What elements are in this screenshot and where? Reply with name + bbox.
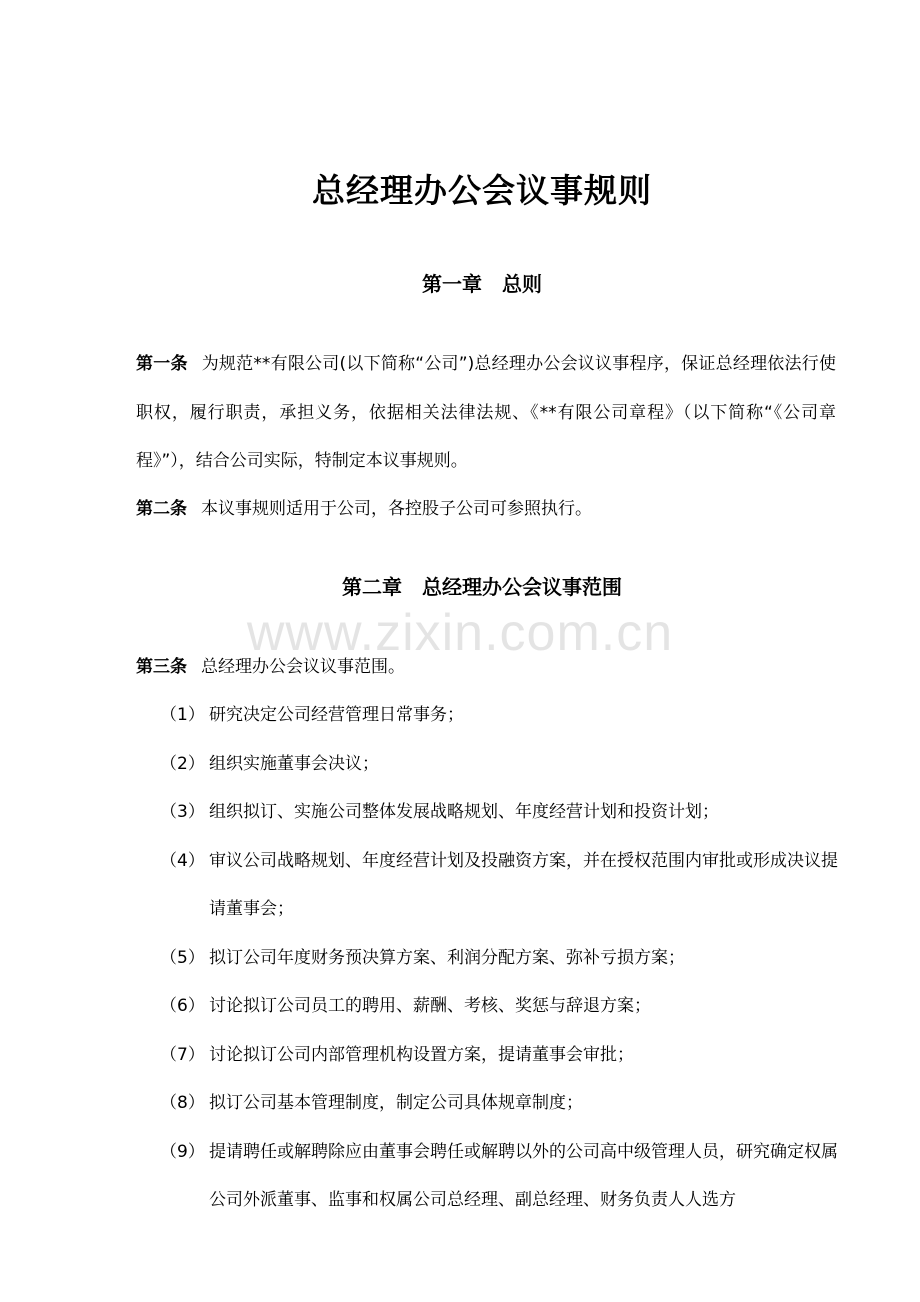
item-number: （2） bbox=[160, 753, 205, 774]
chapter-name: 总经理办公会议事范围 bbox=[422, 575, 622, 599]
item-number: （8） bbox=[160, 1093, 205, 1113]
article-paragraph bbox=[136, 643, 836, 692]
list-item bbox=[160, 837, 840, 934]
item-text: 讨论拟订公司内部管理机构设置方案，提请董事会审批； bbox=[209, 1044, 634, 1065]
document-title: 总经理办公会议事规则 bbox=[312, 171, 652, 210]
scope-item-list bbox=[160, 691, 840, 1225]
article-text: 本议事规则适用于公司，各控股子公司可参照执行。 bbox=[201, 499, 592, 519]
item-text: 拟订公司年度财务预决算方案、利润分配方案、弥补亏损方案； bbox=[209, 947, 685, 968]
item-text: 研究决定公司经营管理日常事务； bbox=[209, 705, 464, 725]
item-number: （5） bbox=[160, 947, 205, 968]
list-item bbox=[160, 934, 840, 983]
chapter-heading bbox=[22, 269, 920, 299]
article-label: 第三条 bbox=[136, 657, 187, 677]
item-text: 讨论拟订公司员工的聘用、薪酬、考核、奖惩与辞退方案； bbox=[209, 996, 651, 1016]
list-item bbox=[160, 691, 840, 740]
chapter-number: 第一章 bbox=[422, 272, 482, 296]
item-number: （9） bbox=[160, 1141, 205, 1162]
item-text: 组织拟订、实施公司整体发展战略规划、年度经营计划和投资计划； bbox=[209, 802, 719, 822]
article-paragraph bbox=[136, 485, 836, 534]
list-item bbox=[160, 1079, 840, 1128]
list-item bbox=[160, 740, 840, 789]
item-number: （6） bbox=[160, 996, 205, 1016]
list-item bbox=[160, 1031, 840, 1080]
article-text: 为规范**有限公司(以下简称“公司”)总经理办公会议议事程序，保证总经理依法行使职权，履行职责，承担义务，依据相关法律法规、《**有限公司章程》（以下简称“《公司章程》”），结合公司实际，特制定本议事规则。 bbox=[136, 354, 836, 471]
article-paragraph bbox=[136, 340, 836, 486]
item-text: 拟订公司基本管理制度，制定公司具体规章制度； bbox=[209, 1093, 583, 1113]
chapter-number: 第二章 bbox=[342, 575, 402, 599]
chapter-name: 总则 bbox=[502, 272, 542, 296]
article-text: 总经理办公会议议事范围。 bbox=[201, 657, 405, 677]
item-number: （4） bbox=[160, 850, 205, 871]
item-number: （3） bbox=[160, 802, 205, 822]
item-text: 审议公司战略规划、年度经营计划及投融资方案，并在授权范围内审批或形成决议提请董事会； bbox=[209, 850, 838, 919]
item-number: （1） bbox=[160, 705, 205, 725]
list-item bbox=[160, 788, 840, 837]
article-label: 第一条 bbox=[136, 354, 188, 374]
item-text: 组织实施董事会决议； bbox=[209, 753, 379, 774]
list-item bbox=[160, 1128, 840, 1225]
item-text: 提请聘任或解聘除应由董事会聘任或解聘以外的公司高中级管理人员，研究确定权属公司外派董事、监事和权属公司总经理、副总经理、财务负责人人选方 bbox=[209, 1141, 838, 1210]
article-label: 第二条 bbox=[136, 499, 187, 519]
watermark: www.zixin.com.cn bbox=[246, 604, 674, 662]
list-item bbox=[160, 982, 840, 1031]
item-number: （7） bbox=[160, 1044, 205, 1065]
chapter-heading bbox=[22, 572, 920, 602]
